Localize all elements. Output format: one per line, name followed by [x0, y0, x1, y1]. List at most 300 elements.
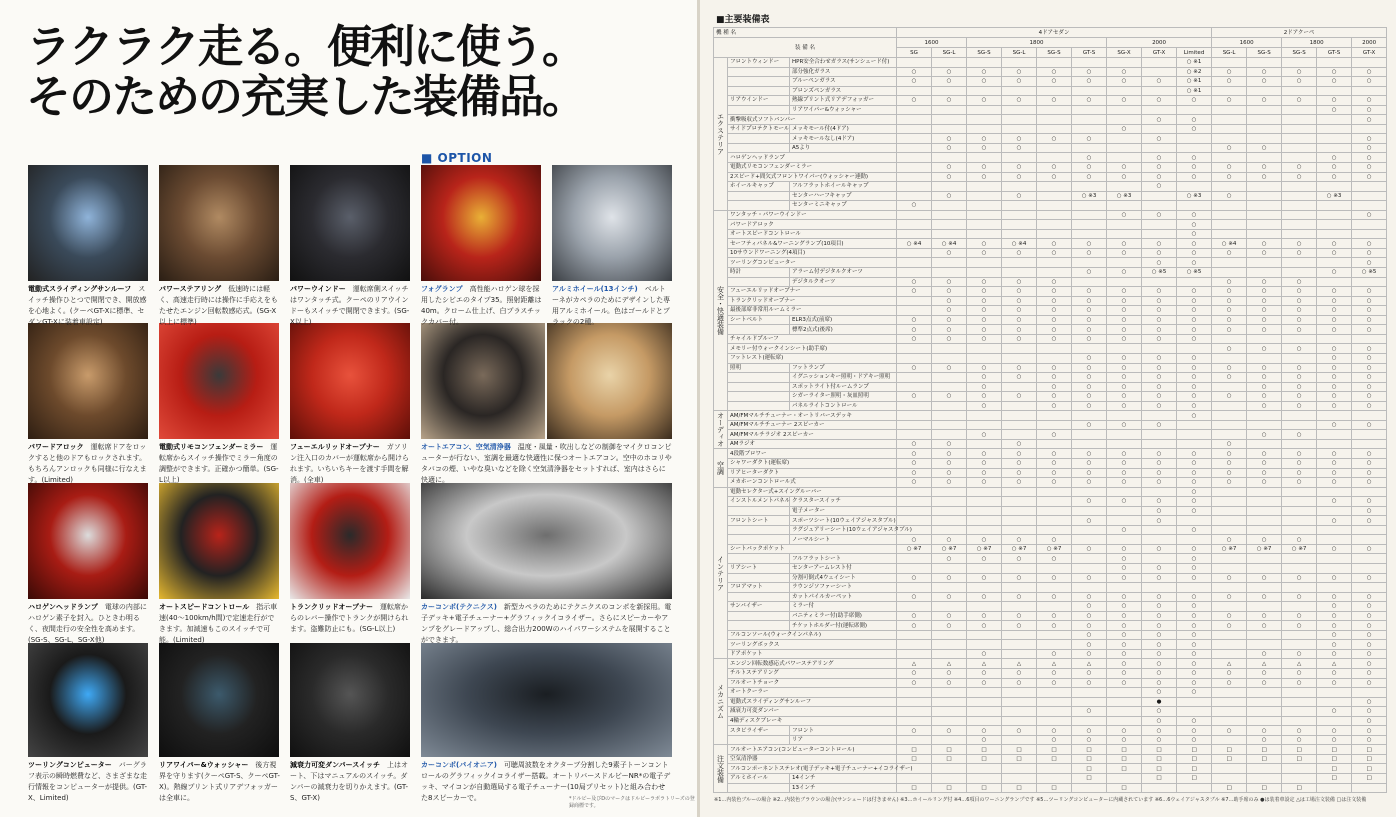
header-grade: SG-L: [932, 48, 967, 58]
grade-value: [1247, 115, 1282, 125]
grade-value: ○: [1352, 296, 1387, 306]
equipment-name: 最後部席非常用ルームミラー: [728, 306, 897, 316]
grade-value: ○: [1037, 621, 1072, 631]
grade-value: ○: [1247, 392, 1282, 402]
grade-value: [1352, 58, 1387, 68]
grade-value: ○: [1247, 449, 1282, 459]
grade-value: [1282, 497, 1317, 507]
grade-value: [1072, 688, 1107, 698]
header-model: 機 種 名: [714, 28, 897, 38]
grade-value: [932, 258, 967, 268]
grade-value: ○: [1247, 735, 1282, 745]
grade-value: [1317, 201, 1352, 211]
grade-value: ○: [1247, 306, 1282, 316]
grade-value: [1282, 420, 1317, 430]
grade-value: ○: [1282, 163, 1317, 173]
table-row: [714, 516, 1387, 526]
equipment-group: [728, 735, 790, 745]
caption-title: カーコンポ(パイオニア): [421, 761, 497, 769]
grade-value: ○: [1142, 334, 1177, 344]
grade-value: [932, 774, 967, 784]
grade-value: ○: [1142, 163, 1177, 173]
grade-value: [1177, 697, 1212, 707]
caption: [28, 760, 150, 800]
grade-value: [967, 268, 1002, 278]
grade-value: [1212, 334, 1247, 344]
grade-value: ○: [1352, 592, 1387, 602]
grade-value: [1317, 783, 1352, 793]
grade-value: [1247, 602, 1282, 612]
grade-value: [1282, 506, 1317, 516]
grade-value: ○: [1142, 726, 1177, 736]
grade-value: ○ ※7: [1212, 544, 1247, 554]
grade-value: [897, 563, 932, 573]
grade-value: ○: [1072, 497, 1107, 507]
grade-value: ○: [1142, 363, 1177, 373]
table-header-row: [714, 38, 1387, 48]
table-row: [714, 124, 1387, 134]
grade-value: ○: [1107, 497, 1142, 507]
grade-value: ○: [1002, 191, 1037, 201]
grade-value: □: [1142, 774, 1177, 784]
grade-value: [1352, 688, 1387, 698]
grade-value: [1212, 688, 1247, 698]
grade-value: ○: [1352, 306, 1387, 316]
grade-value: [1142, 411, 1177, 421]
grade-value: ○: [1352, 449, 1387, 459]
grade-value: ○: [1177, 334, 1212, 344]
table-row: [714, 67, 1387, 77]
grade-value: [1352, 430, 1387, 440]
grade-value: [1212, 735, 1247, 745]
grade-value: ○: [1282, 248, 1317, 258]
table-row: [714, 764, 1387, 774]
grade-value: ○: [897, 96, 932, 106]
grade-value: [1037, 105, 1072, 115]
grade-value: [1072, 535, 1107, 545]
grade-value: ○: [1142, 669, 1177, 679]
grade-value: [897, 191, 932, 201]
grade-value: ○: [1352, 392, 1387, 402]
grade-value: [897, 735, 932, 745]
grade-value: ○: [1282, 382, 1317, 392]
grade-value: ○: [1107, 735, 1142, 745]
equipment-group: [728, 191, 790, 201]
grade-value: [1177, 707, 1212, 717]
grade-value: [1072, 716, 1107, 726]
grade-value: ○: [1177, 248, 1212, 258]
grade-value: [1247, 640, 1282, 650]
grade-value: ○: [1142, 659, 1177, 669]
grade-value: [932, 487, 967, 497]
equipment-name: トランクリッドオープナー: [728, 296, 897, 306]
equipment-name: 空気清浄器: [728, 754, 897, 764]
grade-value: ○: [1352, 669, 1387, 679]
grade-value: [1002, 353, 1037, 363]
grade-value: [1212, 764, 1247, 774]
grade-value: [1282, 334, 1317, 344]
grade-value: [967, 640, 1002, 650]
equipment-name: ツーリングコンピューター: [728, 258, 897, 268]
grade-value: [1317, 535, 1352, 545]
table-row: [714, 353, 1387, 363]
grade-value: [967, 191, 1002, 201]
grade-value: ○: [1282, 621, 1317, 631]
grade-value: ○: [932, 449, 967, 459]
grade-value: [1212, 58, 1247, 68]
grade-value: ○: [897, 669, 932, 679]
grade-value: [1072, 525, 1107, 535]
grade-value: [1282, 143, 1317, 153]
caption-title: パワーウインドー: [290, 285, 346, 293]
grade-value: ○: [1002, 621, 1037, 631]
grade-value: ○: [1037, 573, 1072, 583]
grade-value: ○: [932, 678, 967, 688]
equipment-group: [728, 611, 790, 621]
grade-value: ○: [1317, 630, 1352, 640]
grade-value: ○: [1142, 573, 1177, 583]
grade-value: [1352, 487, 1387, 497]
equipment-group: フロントウィンドー: [728, 58, 790, 68]
grade-value: [1107, 430, 1142, 440]
grade-value: [1037, 191, 1072, 201]
grade-value: ○: [1317, 105, 1352, 115]
grade-value: ○: [1037, 678, 1072, 688]
grade-value: [1037, 344, 1072, 354]
grade-value: ○: [897, 77, 932, 87]
table-row: [714, 268, 1387, 278]
grade-value: ○: [967, 669, 1002, 679]
grade-value: ○: [1107, 401, 1142, 411]
equipment-item: ノーマルシート: [790, 535, 897, 545]
equipment-name: AM/FMマルチチューナー・オートリバースデッキ: [728, 411, 897, 421]
caption-body: 新型カペラのためにテクニクスのコンポを新採用。電子デッキ+電子チューナー+グラフィックイコライザー。さらにスピーカーやアンプをグレードアップし、総合出力200Wのハイパワーシステムを展開することができます。: [421, 603, 672, 644]
grade-value: ○: [1212, 96, 1247, 106]
grade-value: ○: [1107, 353, 1142, 363]
grade-value: ○: [1037, 77, 1072, 87]
grade-value: [1002, 716, 1037, 726]
grade-value: [1352, 124, 1387, 134]
grade-value: ○: [1177, 325, 1212, 335]
equipment-item: フットランプ: [790, 363, 897, 373]
grade-value: ○: [1002, 334, 1037, 344]
grade-value: [1002, 774, 1037, 784]
grade-value: ○: [967, 143, 1002, 153]
grade-value: ○: [1352, 630, 1387, 640]
grade-value: ○: [1037, 735, 1072, 745]
grade-value: ○: [1212, 67, 1247, 77]
grade-value: [1212, 697, 1247, 707]
grade-value: ○: [1317, 573, 1352, 583]
grade-value: ○: [1282, 296, 1317, 306]
grade-value: [1002, 707, 1037, 717]
grade-value: △: [897, 659, 932, 669]
grade-value: □: [1142, 745, 1177, 755]
grade-value: ○: [1072, 478, 1107, 488]
equipment-group: ホイールキャップ: [728, 182, 790, 192]
spec-notes: ※1…内装色ブルーの場合 ※2…内装色ブラウンの場合(サンシェードは付きません) ※3…ホイールリング付 ※4…6項目のワーニングランプです ※5…ツーリングコンピューターに内蔵されています ※6…6ウェイアジャスタブル ※7…助手席のみ ●は装着車設定 △は工場注文装備 □は注文装備: [714, 797, 1367, 803]
grade-value: [932, 153, 967, 163]
grade-value: [1002, 258, 1037, 268]
grade-value: ○: [1142, 735, 1177, 745]
grade-value: ○: [967, 163, 1002, 173]
grade-value: [1107, 439, 1142, 449]
grade-value: [1142, 783, 1177, 793]
table-row: [714, 649, 1387, 659]
grade-value: ○: [897, 611, 932, 621]
grade-value: [1282, 640, 1317, 650]
grade-value: [1212, 430, 1247, 440]
grade-value: ○: [1177, 449, 1212, 459]
grade-value: ○: [1247, 430, 1282, 440]
grade-value: ○: [1247, 143, 1282, 153]
grade-value: ○ ※5: [1352, 268, 1387, 278]
grade-value: ○: [1177, 115, 1212, 125]
table-row: [714, 420, 1387, 430]
grade-value: ○: [1247, 248, 1282, 258]
grade-value: ○: [1002, 143, 1037, 153]
table-row: [714, 105, 1387, 115]
grade-value: □: [1037, 745, 1072, 755]
grade-value: ○: [1142, 602, 1177, 612]
table-row: [714, 163, 1387, 173]
grade-value: ○: [1352, 325, 1387, 335]
grade-value: ○: [1212, 678, 1247, 688]
grade-value: ○: [1177, 96, 1212, 106]
grade-value: ○: [1317, 669, 1352, 679]
grade-value: ○: [967, 649, 1002, 659]
caption-body: 指示車速(40〜100km/h間)で定速走行ができます。加減速もこのスイッチで可能。(Limited): [159, 603, 278, 644]
grade-value: [1282, 716, 1317, 726]
grade-value: [1037, 688, 1072, 698]
equipment-name: フルコンソール(ウォークインパネル): [728, 630, 897, 640]
table-row: [714, 392, 1387, 402]
table-row: [714, 315, 1387, 325]
grade-value: [1317, 58, 1352, 68]
grade-value: ○: [1317, 315, 1352, 325]
equipment-group: フロアマット: [728, 583, 790, 593]
grade-value: ○: [967, 535, 1002, 545]
photo-aircleaner: [547, 323, 672, 439]
grade-value: ○: [1212, 458, 1247, 468]
grade-value: ○ ※1: [1177, 58, 1212, 68]
grade-value: △: [1037, 659, 1072, 669]
grade-value: [1107, 344, 1142, 354]
grade-value: [897, 306, 932, 316]
grade-value: [1072, 506, 1107, 516]
grade-value: [1247, 583, 1282, 593]
grade-value: [1142, 191, 1177, 201]
photo-autoaircon: [421, 323, 545, 439]
grade-value: ○: [1142, 678, 1177, 688]
grade-value: [1212, 258, 1247, 268]
grade-value: [1212, 497, 1247, 507]
grade-value: ○: [1072, 67, 1107, 77]
grade-value: ○: [897, 392, 932, 402]
grade-value: [1282, 258, 1317, 268]
equipment-name: ワンタッチ・パワーウインドー: [728, 210, 897, 220]
grade-value: [1037, 182, 1072, 192]
grade-value: [1212, 401, 1247, 411]
grade-value: [1247, 258, 1282, 268]
grade-value: ○: [1282, 373, 1317, 383]
header-grade: Limited: [1177, 48, 1212, 58]
equipment-name: 電動式リモコンフェンダーミラー: [728, 163, 897, 173]
equipment-item: ブルーペンガラス: [790, 77, 897, 87]
grade-value: ○: [1002, 172, 1037, 182]
grade-value: [1037, 764, 1072, 774]
grade-value: [1282, 439, 1317, 449]
grade-value: [897, 153, 932, 163]
grade-value: [932, 344, 967, 354]
caption-body: 運転席からのレバー操作でトランクが開けられます。盗難防止にも。(SG-L以上): [290, 603, 409, 633]
grade-value: [1177, 439, 1212, 449]
grade-value: [1002, 86, 1037, 96]
grade-value: ○: [967, 621, 1002, 631]
grade-value: ○: [1212, 478, 1247, 488]
grade-value: [1247, 411, 1282, 421]
grade-value: ○: [1317, 67, 1352, 77]
grade-value: △: [1247, 659, 1282, 669]
grade-value: ○: [1247, 592, 1282, 602]
grade-value: [1247, 525, 1282, 535]
grade-value: ○: [1177, 163, 1212, 173]
grade-value: ○: [1317, 382, 1352, 392]
grade-value: [1002, 105, 1037, 115]
grade-value: ○: [897, 325, 932, 335]
grade-value: ○: [1142, 478, 1177, 488]
grade-value: ○ ※1: [1177, 86, 1212, 96]
grade-value: ○: [1037, 373, 1072, 383]
caption-title: 電動式スライディングサンルーフ: [28, 285, 132, 293]
grade-value: ○: [1002, 726, 1037, 736]
grade-value: ○: [1247, 621, 1282, 631]
table-row: [714, 592, 1387, 602]
grade-value: [1037, 563, 1072, 573]
grade-value: ○: [1282, 726, 1317, 736]
grade-value: ○: [1247, 287, 1282, 297]
equipment-item: バニティミラー付(助手席側): [790, 611, 897, 621]
grade-value: [967, 411, 1002, 421]
grade-value: ○: [932, 134, 967, 144]
grade-value: △: [1317, 659, 1352, 669]
grade-value: ○: [1072, 621, 1107, 631]
grade-value: [1212, 707, 1247, 717]
table-row: [714, 382, 1387, 392]
grade-value: [1142, 67, 1177, 77]
equipment-group: [728, 143, 790, 153]
grade-value: [1107, 86, 1142, 96]
caption-title: ツーリングコンピューター: [28, 761, 112, 769]
equipment-item: パネルライトコントロール: [790, 401, 897, 411]
grade-value: [1107, 134, 1142, 144]
grade-value: [1247, 697, 1282, 707]
equipment-group: [728, 392, 790, 402]
grade-value: ○: [1282, 430, 1317, 440]
grade-value: ○: [1352, 96, 1387, 106]
grade-value: [1352, 411, 1387, 421]
equipment-group: スタビライザー: [728, 726, 790, 736]
grade-value: [1282, 774, 1317, 784]
grade-value: ○: [967, 592, 1002, 602]
grade-value: ○: [1142, 649, 1177, 659]
grade-value: □: [967, 745, 1002, 755]
grade-value: ○: [1177, 563, 1212, 573]
grade-value: [897, 602, 932, 612]
grade-value: [967, 344, 1002, 354]
table-row: [714, 659, 1387, 669]
grade-value: [1107, 411, 1142, 421]
grade-value: [1002, 487, 1037, 497]
grade-value: [1072, 124, 1107, 134]
grade-value: ○: [932, 621, 967, 631]
grade-value: ○: [967, 134, 1002, 144]
grade-value: [1282, 554, 1317, 564]
grade-value: ○ ※4: [1212, 239, 1247, 249]
grade-value: [1072, 411, 1107, 421]
grade-value: ○: [967, 678, 1002, 688]
grade-value: [1142, 344, 1177, 354]
table-row: [714, 229, 1387, 239]
grade-value: [1142, 525, 1177, 535]
grade-value: ○: [1142, 287, 1177, 297]
table-row: [714, 745, 1387, 755]
grade-value: ○: [1037, 306, 1072, 316]
grade-value: [932, 220, 967, 230]
grade-value: □: [1317, 745, 1352, 755]
grade-value: ○: [1002, 96, 1037, 106]
grade-value: ○: [1177, 649, 1212, 659]
grade-value: [1247, 353, 1282, 363]
grade-value: ○: [1212, 535, 1247, 545]
grade-value: [1142, 124, 1177, 134]
equipment-group: [728, 86, 790, 96]
grade-value: ○: [932, 277, 967, 287]
headline: [26, 22, 585, 122]
grade-value: [1037, 229, 1072, 239]
category-label: メカニズム: [714, 659, 728, 745]
grade-value: [1247, 716, 1282, 726]
grade-value: [1352, 182, 1387, 192]
equipment-name: 電動セレクター式+スイングルーバー: [728, 487, 897, 497]
grade-value: ○: [1282, 478, 1317, 488]
grade-value: ○: [1317, 392, 1352, 402]
grade-value: ○: [1037, 382, 1072, 392]
table-row: [714, 678, 1387, 688]
grade-value: ○: [1142, 134, 1177, 144]
grade-value: ○: [932, 611, 967, 621]
grade-value: ○: [1212, 592, 1247, 602]
grade-value: [1002, 516, 1037, 526]
grade-value: ○: [1072, 382, 1107, 392]
table-row: [714, 153, 1387, 163]
table-row: [714, 458, 1387, 468]
grade-value: ○: [1212, 191, 1247, 201]
equipment-name: セーフティパネル&ワーニングランプ(10項目): [728, 239, 897, 249]
grade-value: ○: [1352, 353, 1387, 363]
grade-value: [967, 497, 1002, 507]
grade-value: ○: [1352, 363, 1387, 373]
grade-value: ○: [1177, 544, 1212, 554]
grade-value: ○: [1247, 239, 1282, 249]
grade-value: ○: [1317, 344, 1352, 354]
grade-value: ○: [967, 296, 1002, 306]
grade-value: [1317, 258, 1352, 268]
grade-value: ○: [1142, 296, 1177, 306]
grade-value: ○ ※3: [1317, 191, 1352, 201]
grade-value: [1072, 115, 1107, 125]
grade-value: ○: [1072, 287, 1107, 297]
